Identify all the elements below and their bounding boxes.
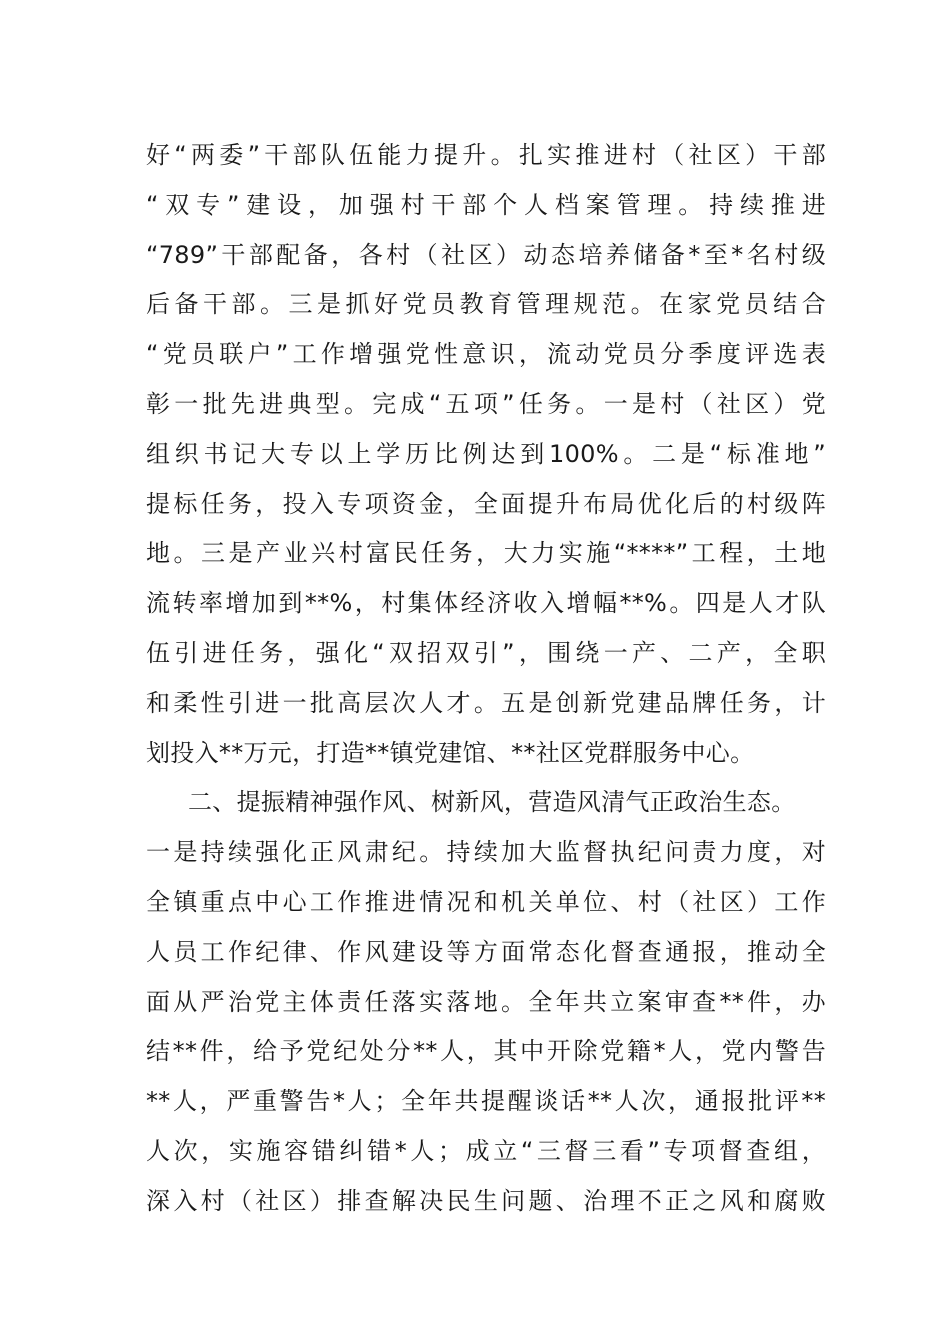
text-line: 地。三是产业兴村富民任务，大力实施“****”工程，土地 (146, 539, 826, 568)
text-line: 一是持续强化正风肃纪。持续加大监督执纪问责力度，对 (146, 838, 826, 867)
text-line: 后备干部。三是抓好党员教育管理规范。在家党员结合 (146, 290, 826, 319)
text-line: 人员工作纪律、作风建设等方面常态化督查通报，推动全 (146, 937, 826, 966)
text-line: 全镇重点中心工作推进情况和机关单位、村（社区）工作 (146, 887, 826, 916)
text-line: 流转率增加到**%，村集体经济收入增幅**%。四是人才队 (146, 589, 826, 618)
text-line: 人次，实施容错纠错*人；成立“三督三看”专项督查组， (146, 1136, 826, 1165)
text-line: 彰一批先进典型。完成“五项”任务。一是村（社区）党 (146, 389, 826, 418)
text-line: 组织书记大专以上学历比例达到100%。二是“标准地” (146, 439, 826, 468)
text-line: “双专”建设，加强村干部个人档案管理。持续推进 (146, 190, 826, 219)
text-line: 面从严治党主体责任落实落地。全年共立案审查**件，办 (146, 987, 826, 1016)
section-heading-line: 二、提振精神强作风、树新风，营造风清气正政治生态。 (188, 788, 796, 817)
text-line: 划投入**万元，打造**镇党建馆、**社区党群服务中心。 (146, 738, 755, 767)
text-line: 和柔性引进一批高层次人才。五是创新党建品牌任务，计 (146, 688, 826, 717)
body-text (146, 131, 826, 1227)
text-line: 深入村（社区）排查解决民生问题、治理不正之风和腐败 (146, 1186, 826, 1215)
text-line: 伍引进任务，强化“双招双引”，围绕一产、二产，全职 (146, 638, 826, 667)
text-line: 结**件，给予党纪处分**人，其中开除党籍*人，党内警告 (146, 1037, 826, 1066)
text-line: **人，严重警告*人；全年共提醒谈话**人次，通报批评** (146, 1087, 826, 1116)
text-line: 好“两委”干部队伍能力提升。扎实推进村（社区）干部 (146, 141, 826, 169)
text-line: 提标任务，投入专项资金，全面提升布局优化后的村级阵 (146, 489, 826, 518)
text-line: “党员联户”工作增强党性意识，流动党员分季度评选表 (146, 340, 826, 369)
text-line: “789”干部配备，各村（社区）动态培养储备*至*名村级 (146, 240, 826, 269)
